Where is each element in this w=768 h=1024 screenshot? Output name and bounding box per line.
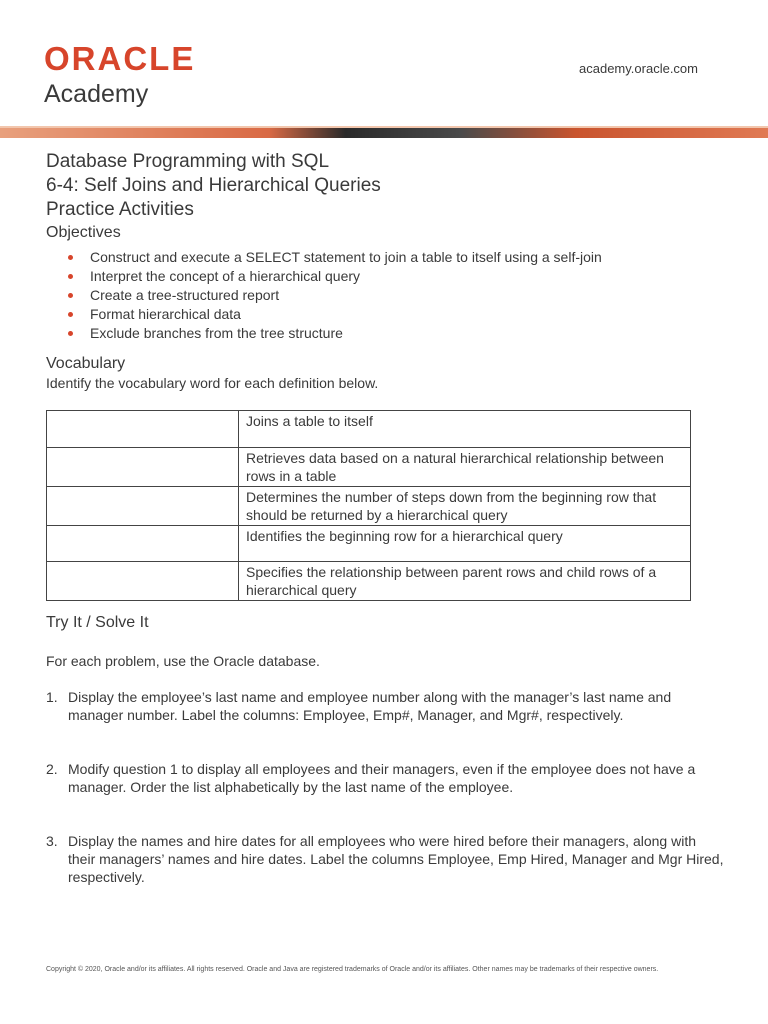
table-row <box>47 562 691 601</box>
vocabulary-intro: Identify the vocabulary word for each definition below. <box>46 375 379 391</box>
vocab-definition-cell: Retrieves data based on a natural hierarchical relationship between rows in a table <box>239 448 691 487</box>
question-item <box>46 760 726 796</box>
objective-item: Interpret the concept of a hierarchical query <box>46 267 726 286</box>
table-row <box>47 487 691 526</box>
site-url: academy.oracle.com <box>579 61 698 76</box>
question-text: Display the names and hire dates for all employees who were hired before their managers, along with their managers’ names and hire dates. Label the columns Employee, Emp Hired, Manager and Mgr Hired, respectively. <box>68 833 724 885</box>
objectives-list <box>46 248 726 343</box>
table-row <box>47 526 691 562</box>
bullet-icon <box>68 331 73 336</box>
course-title: Database Programming with SQL <box>46 151 330 172</box>
objectives-heading: Objectives <box>46 224 121 241</box>
header-banner-strip <box>0 126 768 140</box>
bullet-icon <box>68 255 73 260</box>
vocab-term-cell[interactable] <box>47 487 239 526</box>
question-item <box>46 832 726 886</box>
vocab-definition-cell: Joins a table to itself <box>239 411 691 448</box>
bullet-icon <box>68 293 73 298</box>
tryit-intro: For each problem, use the Oracle database. <box>46 653 320 669</box>
lesson-title: 6-4: Self Joins and Hierarchical Queries <box>46 175 381 196</box>
academy-wordmark: Academy <box>44 80 149 108</box>
question-number: 3. <box>46 833 58 849</box>
objective-item: Construct and execute a SELECT statement to join a table to itself using a self-join <box>46 248 726 267</box>
activity-title: Practice Activities <box>46 199 194 220</box>
bullet-icon <box>68 274 73 279</box>
vocab-term-cell[interactable] <box>47 411 239 448</box>
vocab-definition-cell: Determines the number of steps down from the beginning row that should be returned by a hierarchical query <box>239 487 691 526</box>
vocab-term-cell[interactable] <box>47 562 239 601</box>
vocabulary-table <box>46 410 691 601</box>
objective-item: Format hierarchical data <box>46 305 726 324</box>
question-text: Display the employee’s last name and employee number along with the manager’s last name and manager number. Label the columns: Employee, Emp#, Manager, and Mgr#, respectively. <box>68 689 672 723</box>
vocabulary-heading: Vocabulary <box>46 355 126 372</box>
question-number: 2. <box>46 761 58 777</box>
question-number: 1. <box>46 689 58 705</box>
objective-item: Create a tree-structured report <box>46 286 726 305</box>
table-row <box>47 411 691 448</box>
vocab-definition-cell: Identifies the beginning row for a hierarchical query <box>239 526 691 562</box>
vocab-term-cell[interactable] <box>47 526 239 562</box>
bullet-icon <box>68 312 73 317</box>
oracle-wordmark: ORACLE <box>44 40 196 77</box>
tryit-heading: Try It / Solve It <box>46 614 149 631</box>
table-row <box>47 448 691 487</box>
oracle-academy-logo <box>44 40 195 108</box>
vocab-term-cell[interactable] <box>47 448 239 487</box>
vocab-definition-cell: Specifies the relationship between parent rows and child rows of a hierarchical query <box>239 562 691 601</box>
question-item <box>46 688 726 724</box>
copyright-footer: Copyright © 2020, Oracle and/or its affiliates. All rights reserved. Oracle and Java are registered trademarks of Oracle and/or its affiliates. Other names may be trademarks of their respective owners. <box>46 966 659 973</box>
question-text: Modify question 1 to display all employees and their managers, even if the employee does not have a manager. Order the list alphabetically by the last name of the employee. <box>68 761 696 795</box>
objective-item: Exclude branches from the tree structure <box>46 324 726 343</box>
